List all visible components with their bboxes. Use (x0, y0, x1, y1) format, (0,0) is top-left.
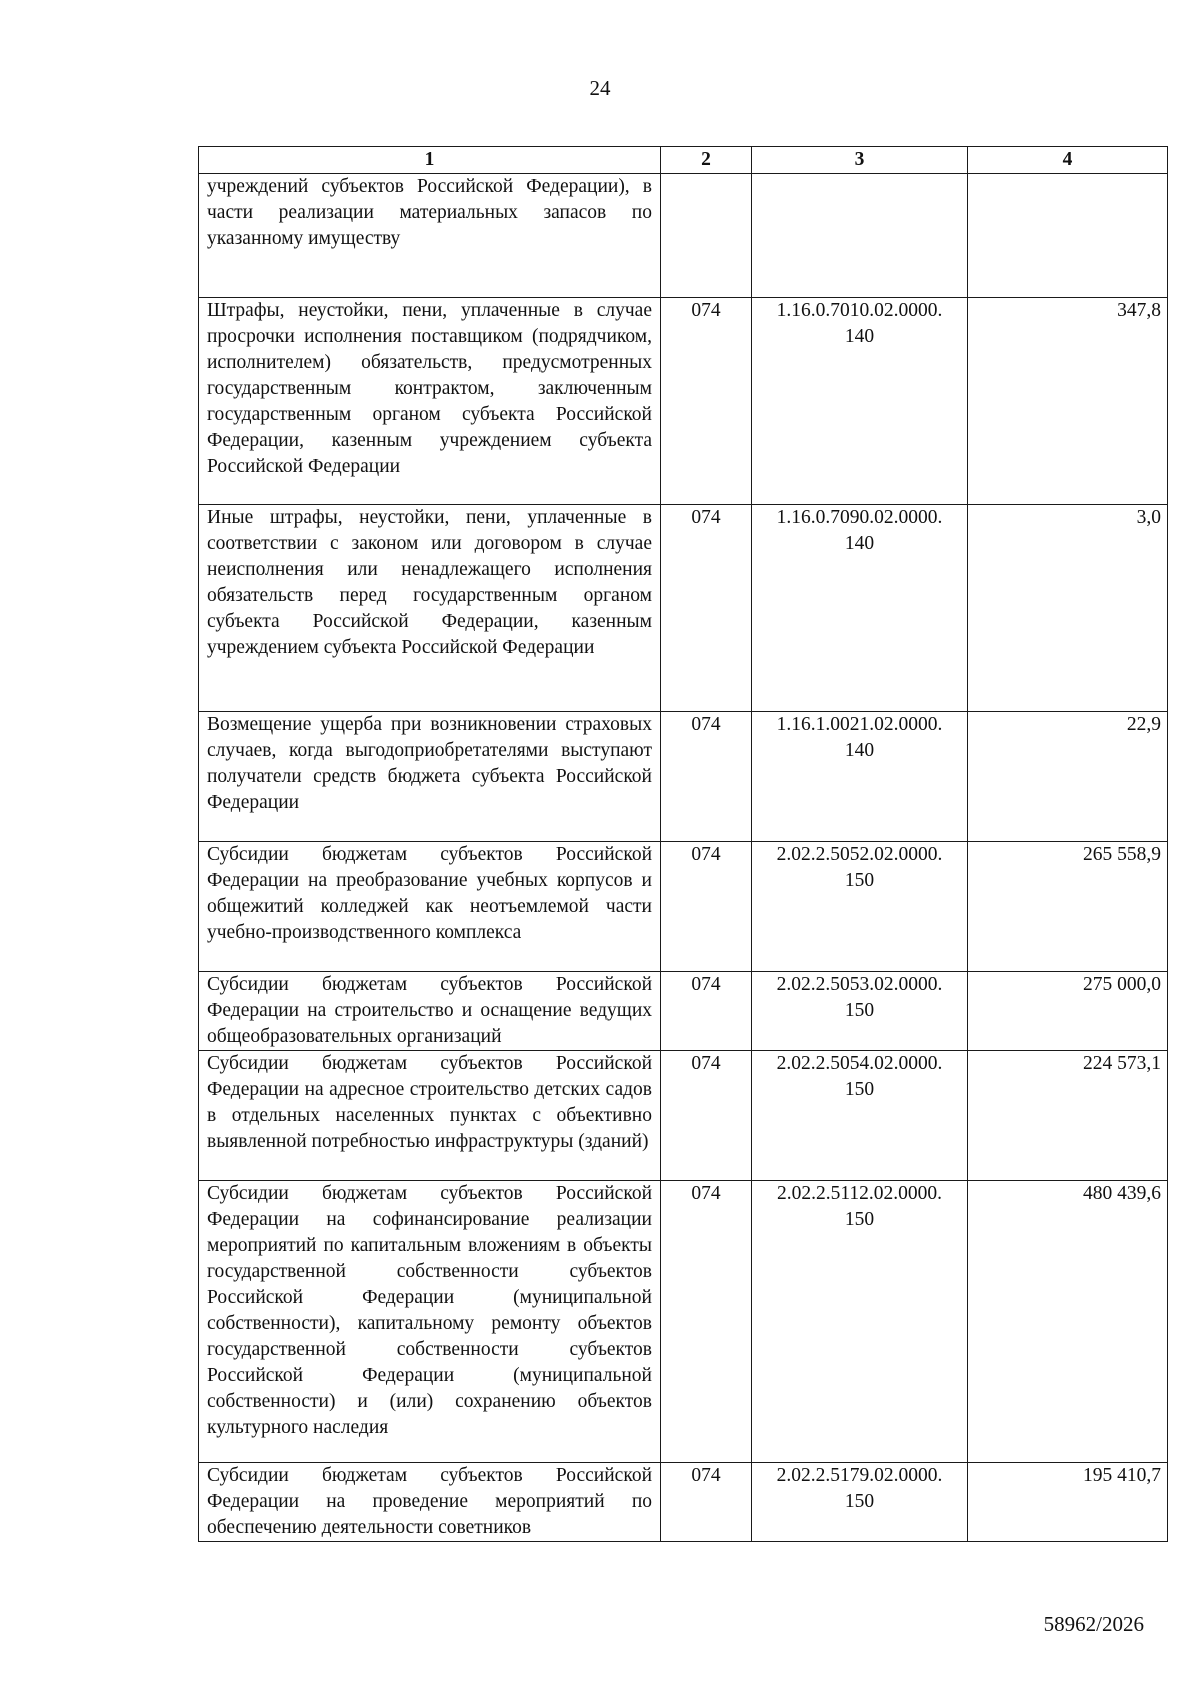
amount: 275 000,0 (968, 972, 1168, 1051)
revenue-description: Субсидии бюджетам субъектов Российской Федерации на софинансирование реализации мероприятий по капитальным вложениям в объекты государственной собственности субъектов Российской Федерации (муниципальной собственности), капитальному ремонту объектов государственной собственности субъектов Российской Федерации (муниципальной собственности) и (или) сохранению объектов культурного наследия (199, 1181, 661, 1463)
kbk-line-1: 2.02.2.5053.02.0000. (776, 974, 943, 995)
table-row (199, 1181, 1168, 1463)
kbk-line-2: 150 (844, 1209, 875, 1230)
amount: 22,9 (968, 712, 1168, 842)
kbk-line-1: 1.16.1.0021.02.0000. (776, 714, 943, 735)
kbk-line-1: 2.02.2.5054.02.0000. (776, 1053, 943, 1074)
budget-classification-code (752, 1463, 968, 1542)
table-row (199, 298, 1168, 505)
kbk-line-1: 1.16.0.7090.02.0000. (776, 507, 943, 528)
table-header-row (199, 147, 1168, 174)
budget-classification-code (752, 712, 968, 842)
column-header-2: 2 (661, 147, 752, 174)
budget-classification-code (752, 842, 968, 972)
kbk-line-2: 150 (844, 1491, 875, 1512)
kbk-line-2: 140 (844, 740, 875, 761)
document-registration-number: 58962/2026 (1043, 1612, 1144, 1636)
budget-classification-code (752, 1181, 968, 1463)
table-row (199, 1463, 1168, 1542)
kbk-line-2: 150 (844, 1079, 875, 1100)
admin-code: 074 (661, 712, 752, 842)
revenue-description: Субсидии бюджетам субъектов Российской Федерации на преобразование учебных корпусов и общежитий колледжей как неотъемлемой части учебно-производственного комплекса (199, 842, 661, 972)
amount: 347,8 (968, 298, 1168, 505)
table-row (199, 174, 1168, 298)
kbk-line-1: 2.02.2.5112.02.0000. (776, 1183, 943, 1204)
budget-classification-code (752, 505, 968, 712)
table-row (199, 505, 1168, 712)
kbk-line-1: 2.02.2.5052.02.0000. (776, 844, 943, 865)
column-header-3: 3 (752, 147, 968, 174)
kbk-line-2: 140 (844, 326, 875, 347)
page-number: 24 (589, 76, 611, 100)
revenue-description: Возмещение ущерба при возникновении страховых случаев, когда выгодоприобретателями выступают получатели средств бюджета субъекта Российской Федерации (199, 712, 661, 842)
revenue-description: учреждений субъектов Российской Федерации), в части реализации материальных запасов по указанному имуществу (199, 174, 661, 298)
amount: 265 558,9 (968, 842, 1168, 972)
budget-revenue-table-container (198, 146, 1168, 1542)
column-header-1: 1 (199, 147, 661, 174)
kbk-line-1: 2.02.2.5179.02.0000. (776, 1465, 943, 1486)
table-row (199, 972, 1168, 1051)
revenue-description: Штрафы, неустойки, пени, уплаченные в случае просрочки исполнения поставщиком (подрядчиком, исполнителем) обязательств, предусмотренных государственным контрактом, заключенным государственным органом субъекта Российской Федерации, казенным учреждением субъекта Российской Федерации (199, 298, 661, 505)
revenue-description: Субсидии бюджетам субъектов Российской Федерации на проведение мероприятий по обеспечению деятельности советников (199, 1463, 661, 1542)
budget-classification-code (752, 972, 968, 1051)
kbk-line-2: 150 (844, 1000, 875, 1021)
kbk-line-1: 1.16.0.7010.02.0000. (776, 300, 943, 321)
amount: 224 573,1 (968, 1051, 1168, 1181)
table-row (199, 842, 1168, 972)
admin-code: 074 (661, 298, 752, 505)
budget-revenue-table (198, 146, 1168, 1542)
budget-classification-code (752, 298, 968, 505)
revenue-description: Иные штрафы, неустойки, пени, уплаченные в соответствии с законом или договором в случае неисполнения или ненадлежащего исполнения обязательств перед государственным органом субъекта Российской Федерации, казенным учреждением субъекта Российской Федерации (199, 505, 661, 712)
admin-code: 074 (661, 1463, 752, 1542)
admin-code: 074 (661, 972, 752, 1051)
budget-classification-code (752, 1051, 968, 1181)
kbk-line-2: 150 (844, 870, 875, 891)
amount: 3,0 (968, 505, 1168, 712)
revenue-description: Субсидии бюджетам субъектов Российской Федерации на строительство и оснащение ведущих общеобразовательных организаций (199, 972, 661, 1051)
admin-code: 074 (661, 505, 752, 712)
table-row (199, 1051, 1168, 1181)
kbk-line-2: 140 (844, 533, 875, 554)
budget-classification-code (752, 174, 968, 298)
amount: 195 410,7 (968, 1463, 1168, 1542)
admin-code: 074 (661, 842, 752, 972)
table-row (199, 712, 1168, 842)
amount (968, 174, 1168, 298)
admin-code: 074 (661, 1051, 752, 1181)
column-header-4: 4 (968, 147, 1168, 174)
admin-code (661, 174, 752, 298)
revenue-description: Субсидии бюджетам субъектов Российской Федерации на адресное строительство детских садов в отдельных населенных пунктах с объективно выявленной потребностью инфраструктуры (зданий) (199, 1051, 661, 1181)
amount: 480 439,6 (968, 1181, 1168, 1463)
admin-code: 074 (661, 1181, 752, 1463)
